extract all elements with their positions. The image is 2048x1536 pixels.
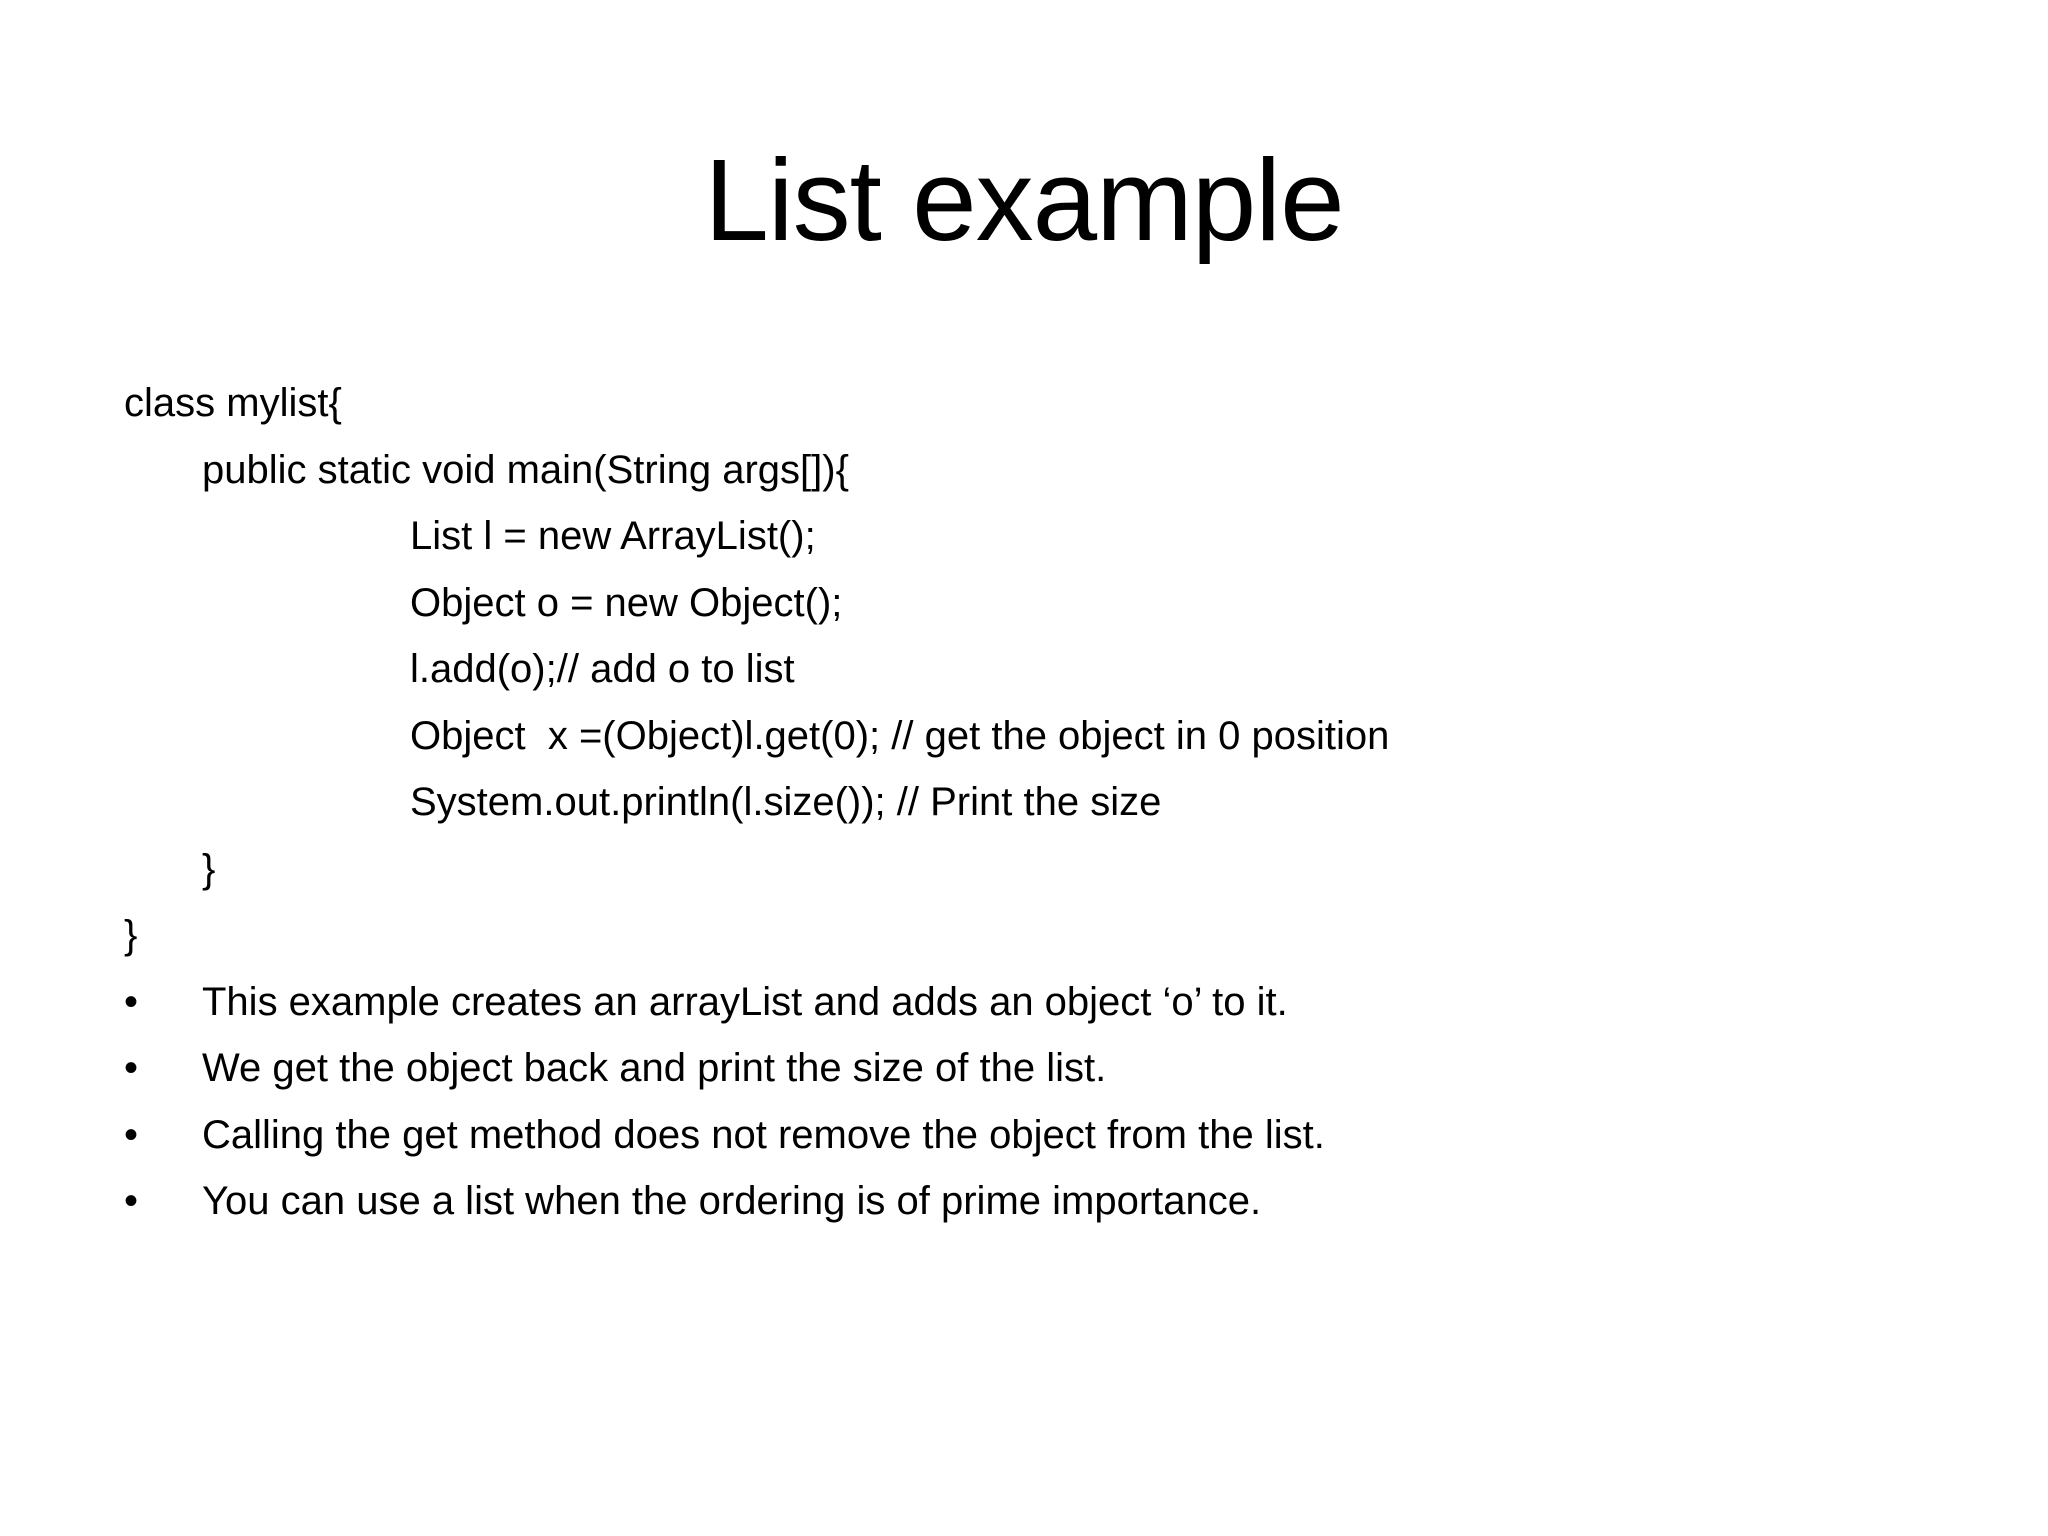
- bullet-marker: •: [124, 979, 139, 1024]
- slide-title: List example: [704, 135, 1344, 265]
- bullet-item: [124, 969, 1924, 1036]
- bullet-item: [124, 1168, 1924, 1235]
- bullet-marker: •: [124, 1179, 139, 1223]
- code-line: System.out.println(l.size()); // Print the size: [410, 780, 1162, 824]
- code-line: class mylist{: [124, 381, 342, 425]
- code-line: }: [124, 913, 138, 957]
- code-line: public static void main(String args[]){: [202, 447, 849, 492]
- bullet-item: [124, 1102, 1924, 1169]
- bullet-item: [124, 1035, 1924, 1102]
- bullet-text: This example creates an arrayList and adds an object ‘o’ to it.: [202, 979, 1288, 1024]
- bullet-marker: •: [124, 1112, 139, 1157]
- bullet-text: You can use a list when the ordering is of prime importance.: [202, 1179, 1262, 1223]
- code-line: Object o = new Object();: [410, 580, 843, 625]
- code-line: Object x =(Object)l.get(0); // get the object in 0 position: [410, 713, 1390, 758]
- code-line: }: [202, 846, 216, 891]
- code-line: l.add(o);// add o to list: [410, 647, 795, 691]
- bullet-text: Calling the get method does not remove the object from the list.: [202, 1112, 1325, 1157]
- bullet-marker: •: [124, 1046, 139, 1090]
- bullet-text: We get the object back and print the size of the list.: [202, 1046, 1107, 1090]
- slide-body: [124, 370, 1924, 1235]
- code-line: List l = new ArrayList();: [410, 514, 816, 558]
